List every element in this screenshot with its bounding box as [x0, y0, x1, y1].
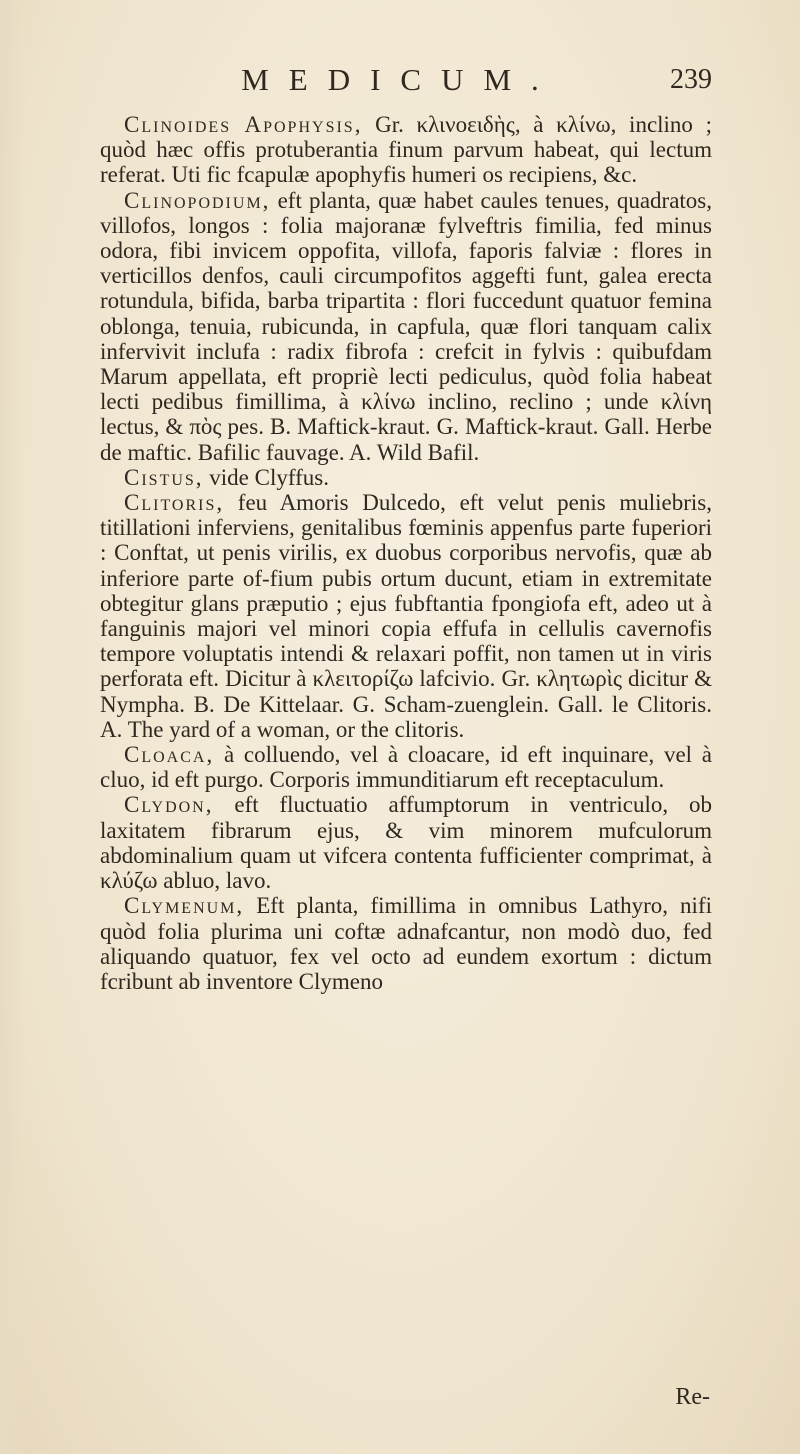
- running-header: MEDICUM.: [241, 62, 559, 97]
- page-number: 239: [670, 64, 712, 95]
- catchword: Re-: [675, 1384, 710, 1410]
- entry-body: Gr. κλινοειδὴς, à κλίνω, inclino ; quòd hæc offis protuberantia finum parvum habeat, qui lectum referat. Uti fic fcapulæ apophyfis humeri os recipiens, &c.: [100, 112, 712, 188]
- entry-clinopodium: [100, 188, 712, 465]
- entry-clinoides: [100, 112, 712, 188]
- dictionary-text: [100, 112, 712, 994]
- entry-body: vide Clyffus.: [203, 464, 329, 490]
- entry-body: eft fluctuatio affumptorum in ventriculo, ob laxitatem fibrarum ejus, & vim minorem mufculorum abdominalium quam ut vifcera contenta fufficienter comprimat, à κλύζω abluo, lavo.: [100, 792, 712, 894]
- entry-body: à colluendo, vel à cloacare, id eft inquinare, vel à cluo, id eft purgo. Corporis immunditiarum eft receptaculum.: [100, 742, 712, 793]
- entry-clymenum: [100, 893, 712, 994]
- entry-cistus: [100, 465, 712, 490]
- entry-clydon: [100, 792, 712, 893]
- entry-cloaca: [100, 742, 712, 792]
- entry-headword: Clinoides Apophysis,: [124, 112, 363, 137]
- entry-headword: Cloaca,: [124, 742, 215, 768]
- entry-headword: Clydon,: [124, 792, 214, 818]
- entry-headword: Cistus,: [124, 464, 204, 490]
- entry-headword: Clymenum,: [124, 893, 245, 919]
- page-gutter-shadow: [0, 0, 26, 1454]
- entry-headword: Clitoris,: [124, 490, 225, 516]
- entry-body: Eft planta, fimillima in omnibus Lathyro, nifi quòd folia plurima uni coftæ adnafcantur, non modò duo, fed aliquando quatuor, fex vel octo ad eundem exortum : dictum fcribunt ab inventore Clymeno: [100, 893, 712, 994]
- entry-headword: Clinopodium,: [124, 187, 271, 213]
- entry-clitoris: [100, 490, 712, 742]
- entry-body: eft planta, quæ habet caules tenues, quadratos, villofos, longos : folia majoranæ fylveftris fimilia, fed minus odora, fibi invicem oppofita, villofa, faporis falviæ : flores in verticillos denfos, cauli circumpofitos aggefti funt, galea erecta rotundula, bifida, barba tripartita : flori fuccedunt quatuor femina oblonga, tenuia, rubicunda, in capfula, quæ flori tanquam calix infervivit inclufa : radix fibrofa : crefcit in fylvis : quibufdam Marum appellata, eft propriè lecti pediculus, quòd folia habeat lecti pedibus fimillima, à κλίνω inclino, reclino ; unde κλίνη lectus, & πὸς pes. B. Maftick-kraut. G. Maftick-kraut. Gall. Herbe de maftic. Bafilic fauvage. A. Wild Bafil.: [100, 187, 712, 465]
- entry-body: feu Amoris Dulcedo, eft velut penis muliebris, titillationi inferviens, genitalibus fœminis appenfus parte fuperiori : Conftat, ut penis virilis, ex duobus corporibus nervofis, quæ ab inferiore parte of-fium pubis ortum ducunt, etiam in extremitate obtegitur glans præputio ; ejus fubftantia fpongiofa eft, adeo ut à fanguinis majori vel minori copia effufa in cellulis cavernofis tempore voluptatis intendi & relaxari poffit, non tamen ut in viris perforata eft. Dicitur à κλειτορίζω lafcivio. Gr. κλητωρὶς dicitur & Nympha. B. De Kittelaar. G. Scham-zuenglein. Gall. le Clitoris. A. The yard of a woman, or the clitoris.: [100, 490, 712, 742]
